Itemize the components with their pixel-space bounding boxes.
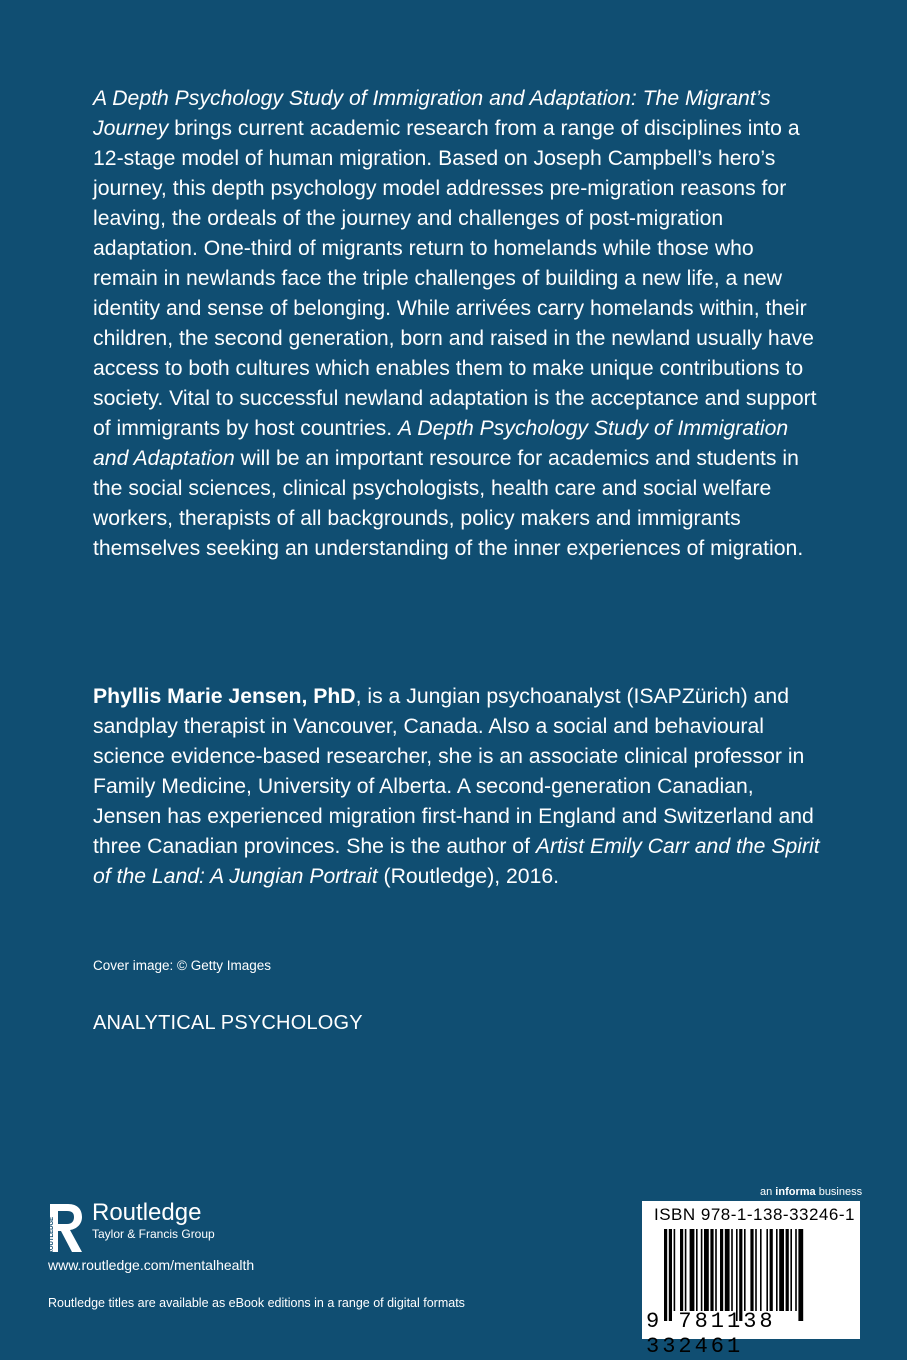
informa-business-label: an informa business xyxy=(760,1186,863,1198)
description-text-1: brings current academic research from a range of disciplines into a 12-stage model of human migration. Based on Joseph Campbell’s hero’s journey, this depth psychology model addresses pre-migration reasons for leaving, the ordeals of the journey and challenges of post-migration adaptation. One-third of migrants return to homelands while those who remain in newlands face the triple challenges of building a new life, a new identity and sense of belonging. While arrivées carry homelands within, their children, the second generation, born and raised in the newland usually have access to both cultures which enables them to make unique contributions to society. Vital to successful newland adaptation is the acceptance and support of immigrants by host countries. xyxy=(93,117,817,440)
barcode-bar xyxy=(680,1229,683,1311)
barcode-bar xyxy=(720,1229,723,1311)
barcode-bar xyxy=(674,1229,676,1311)
barcode-bar xyxy=(669,1229,672,1321)
informa-word: informa xyxy=(775,1186,816,1198)
subject-category: ANALYTICAL PSYCHOLOGY xyxy=(93,1012,363,1034)
barcode-bar xyxy=(710,1229,713,1311)
book-title-italic: A Depth Psychology Study of Immigration and Adaptation: The Migrant’s Journey xyxy=(93,87,771,140)
publisher-group: Taylor & Francis Group xyxy=(92,1227,215,1241)
barcode-bar xyxy=(795,1229,797,1311)
author-bio xyxy=(93,682,823,892)
barcode-bar xyxy=(715,1229,717,1311)
description-text-2: will be an important resource for academics and students in the social sciences, clinical psychologists, health care and social welfare workers, therapists of all backgrounds, policy makers and immigrants themselves seeking an understanding of the inner experiences of migration. xyxy=(93,447,804,560)
barcode-bar xyxy=(744,1229,746,1311)
publisher-brand: Routledge xyxy=(92,1199,202,1226)
isbn-barcode xyxy=(642,1201,860,1359)
author-bio-text-2: (Routledge), 2016. xyxy=(377,865,560,888)
cover-credit: Cover image: © Getty Images xyxy=(93,958,272,973)
barcode-bar xyxy=(685,1229,687,1311)
barcode-bar xyxy=(790,1229,792,1311)
routledge-r-icon xyxy=(48,1200,86,1256)
isbn-digits: 9 781138 332461 xyxy=(646,1309,776,1359)
barcode-bar xyxy=(786,1229,789,1311)
barcode-bar xyxy=(664,1229,667,1321)
barcode-bar xyxy=(798,1229,803,1321)
book-description xyxy=(93,84,823,564)
barcode-bar xyxy=(776,1229,778,1311)
barcode-bar xyxy=(766,1229,768,1311)
barcode-bar xyxy=(739,1229,742,1321)
barcode-bar xyxy=(725,1229,730,1311)
author-bio-text-1: , is a Jungian psychoanalyst (ISAPZürich) and sandplay therapist in Vancouver, Canada. Also a social and behavioural science evidence-based researcher, she is an associate clinical professor in Family Medicine, University of Alberta. A second-generation Canadian, Jensen has experienced migration first-hand in England and Switzerland and three Canadian provinces. She is the author of xyxy=(93,685,814,858)
author-previous-book: Artist Emily Carr and the Spirit of the Land: A Jungian Portrait xyxy=(93,835,820,888)
book-title-italic-2: A Depth Psychology Study of Immigration and Adaptation xyxy=(93,417,789,470)
barcode-bar xyxy=(690,1229,695,1311)
barcode-bar xyxy=(760,1229,762,1311)
barcode-bar xyxy=(770,1229,773,1311)
ebook-note: Routledge titles are available as eBook editions in a range of digital formats xyxy=(48,1296,465,1310)
barcode-bar xyxy=(704,1229,709,1311)
barcode-bar xyxy=(755,1229,757,1311)
barcode-bar xyxy=(731,1229,733,1311)
barcode-bar xyxy=(750,1229,753,1311)
barcode-bar xyxy=(779,1229,784,1311)
publisher-website[interactable]: www.routledge.com/mentalhealth xyxy=(48,1257,255,1273)
isbn-label: ISBN 978-1-138-33246-1 xyxy=(654,1205,855,1224)
barcode-bar xyxy=(736,1229,738,1321)
author-name: Phyllis Marie Jensen, PhD xyxy=(93,685,356,708)
routledge-vertical-label: ROUTLEDGE xyxy=(49,1216,55,1255)
routledge-logo xyxy=(48,1200,215,1256)
barcode-bar xyxy=(696,1229,698,1311)
barcode-bar xyxy=(701,1229,703,1311)
